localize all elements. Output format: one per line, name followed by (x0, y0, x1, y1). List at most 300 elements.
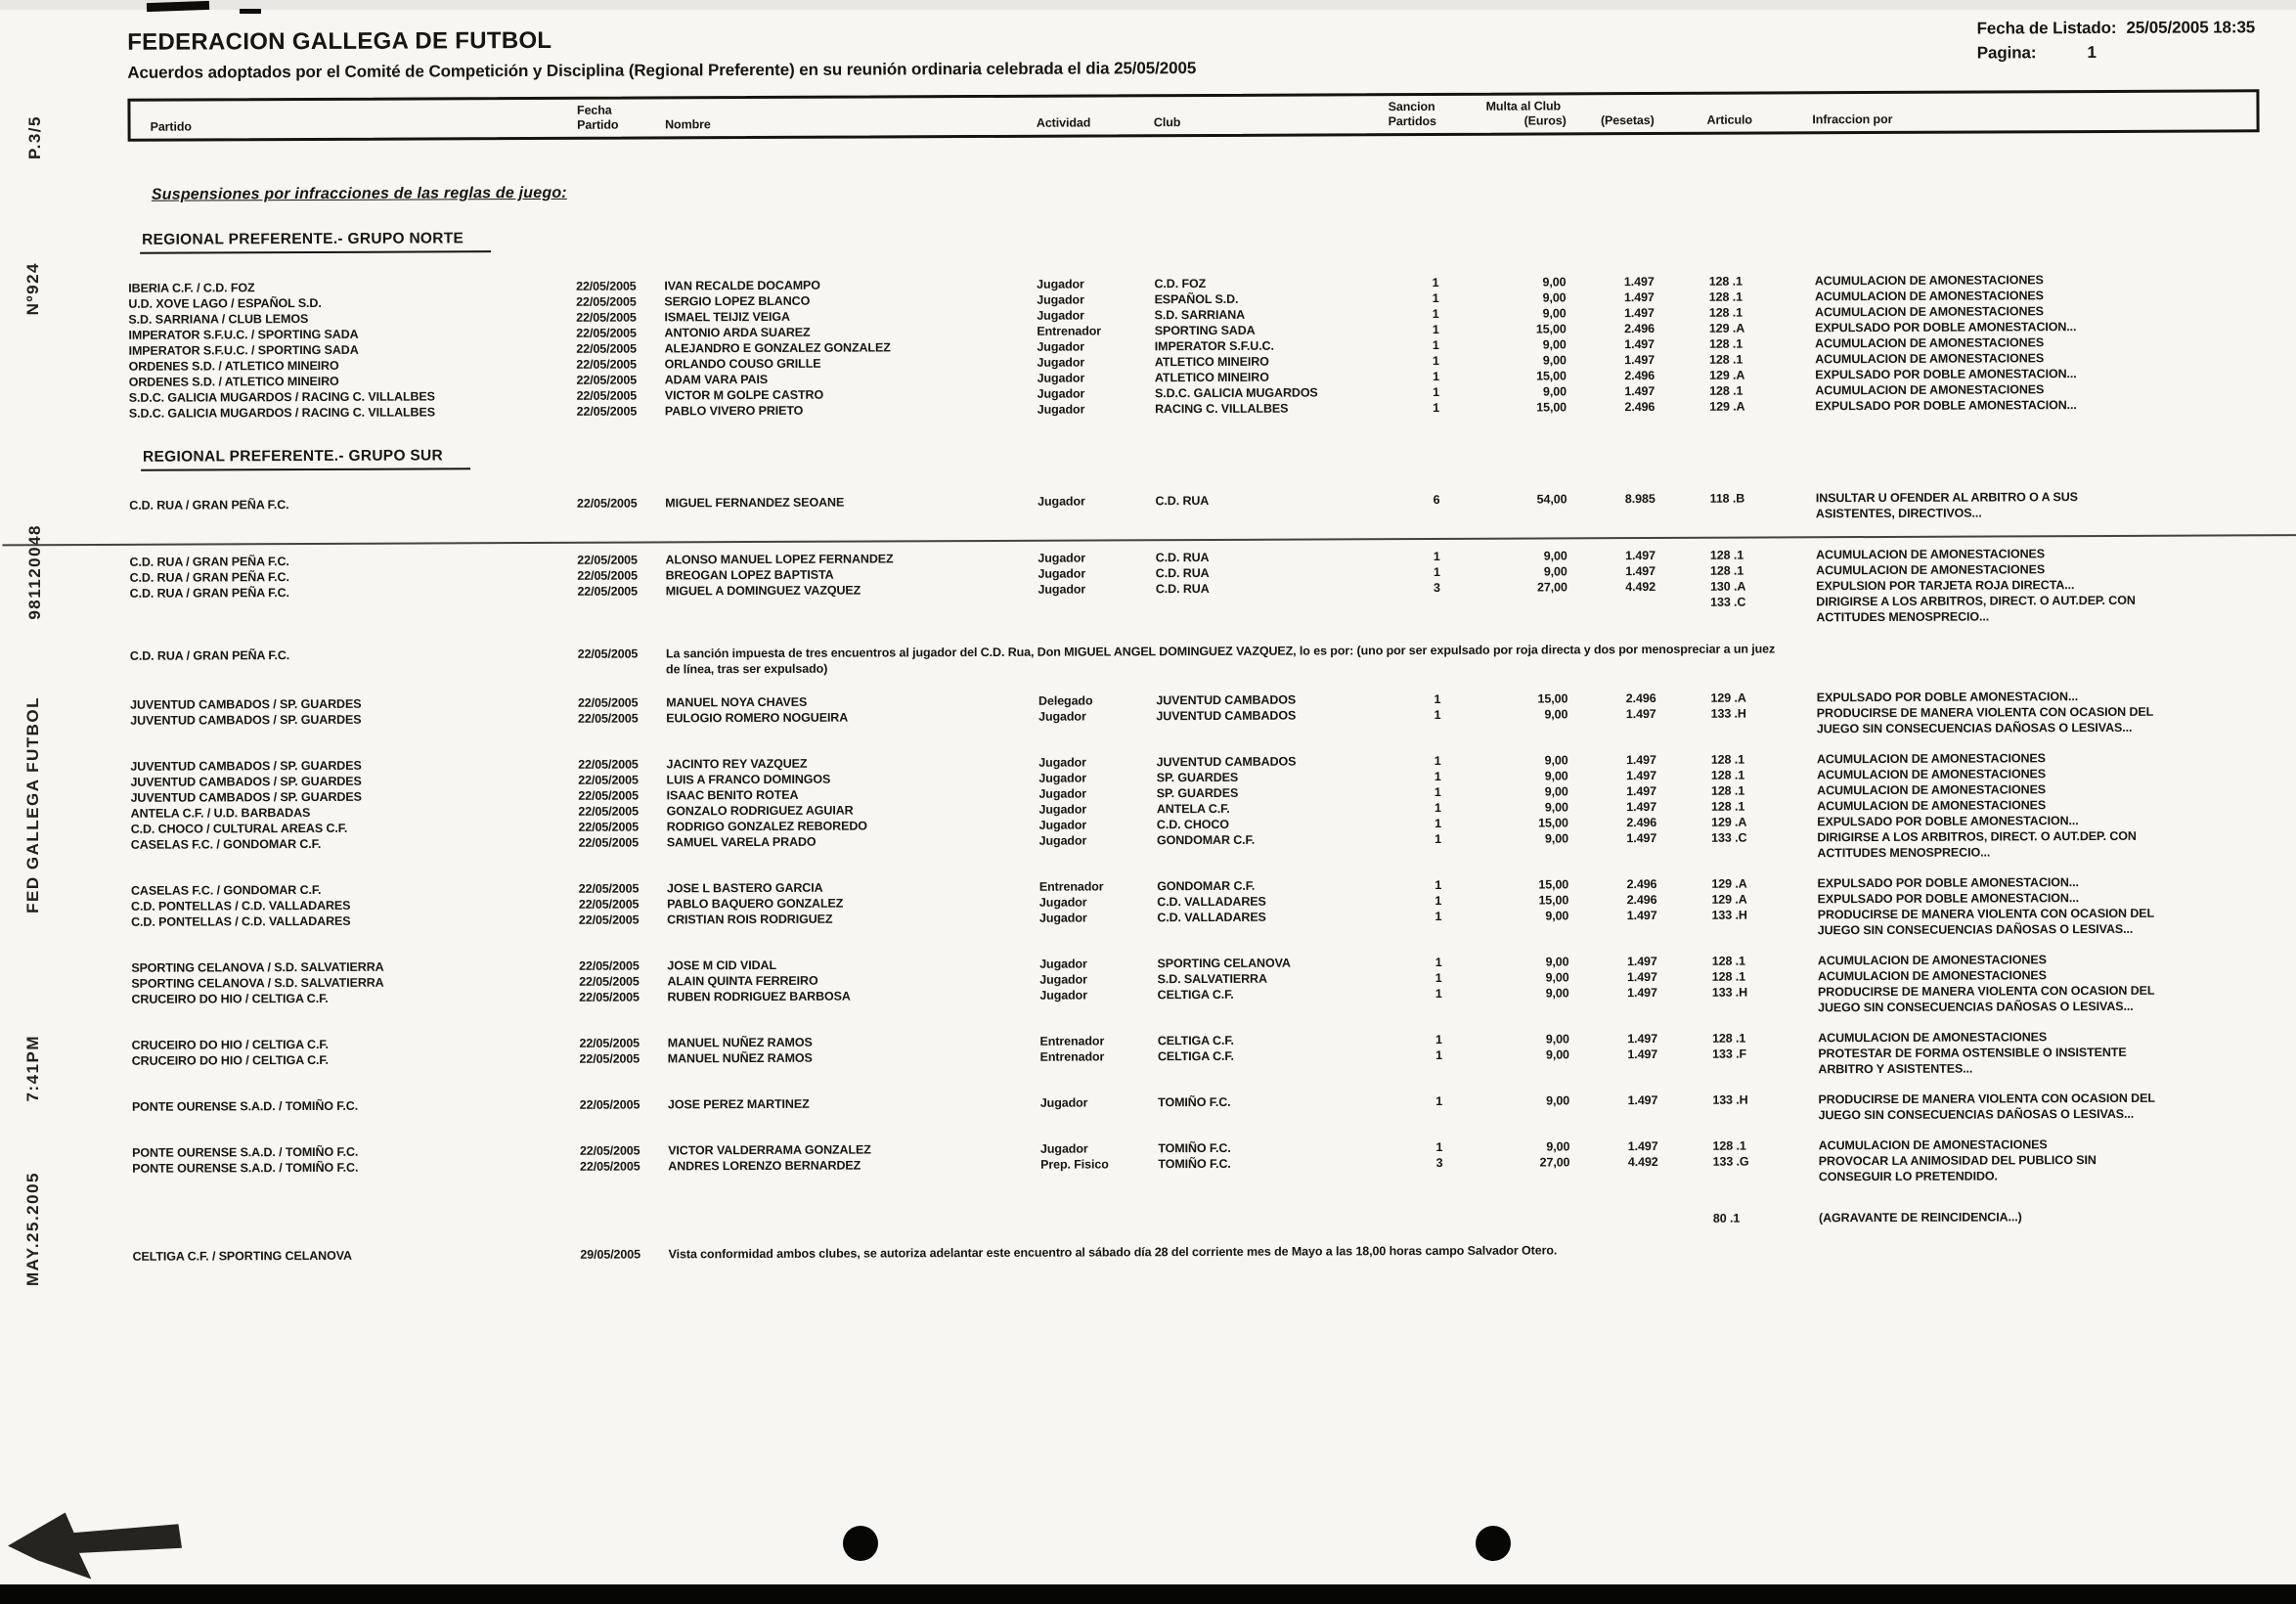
cell-club: C.D. VALLADARES (1157, 894, 1266, 910)
cell-partido: CRUCEIRO DO HIO / CELTIGA C.F. (131, 1052, 329, 1068)
cell-partido: PONTE OURENSE S.A.D. / TOMIÑO F.C. (132, 1144, 359, 1160)
cell-fecha-partido: 22/05/2005 (576, 341, 637, 356)
cell-fecha-partido: 22/05/2005 (578, 913, 640, 927)
cell-partido: SPORTING CELANOVA / S.D. SALVATIERRA (131, 975, 384, 991)
cell-club: C.D. CHOCO (1156, 817, 1229, 832)
cell-articulo: 133 .H (1712, 1092, 1748, 1107)
cell-club: C.D. RUA (1155, 550, 1210, 565)
cell-multa-euros: 9,00 (1546, 1093, 1570, 1108)
cell-fecha-partido: 22/05/2005 (579, 1159, 640, 1174)
table-body (128, 222, 2265, 1265)
cell-articulo: 133 .H (1711, 985, 1748, 1000)
cell-multa-euros: 9,00 (1544, 769, 1568, 783)
cell-multa-pesetas: 8.985 (1624, 491, 1656, 507)
cell-fecha-partido: 22/05/2005 (579, 1036, 640, 1050)
document-header (127, 0, 2259, 83)
cell-multa-pesetas: 2.496 (1624, 321, 1655, 336)
col-header-club: Club (1153, 115, 1181, 130)
cell-partido: S.D.C. GALICIA MUGARDOS / RACING C. VILLALBES (128, 389, 435, 405)
cell-partido: C.D. CHOCO / CULTURAL AREAS C.F. (130, 821, 348, 836)
cell-multa-pesetas: 2.496 (1624, 368, 1656, 383)
cell-articulo: 128 .1 (1710, 799, 1745, 814)
cell-club: ESPAÑOL S.D. (1154, 291, 1239, 307)
cell-articulo: 133 .F (1712, 1047, 1747, 1061)
scan-bottom-edge (0, 1584, 2296, 1604)
cell-multa-euros: 9,00 (1542, 306, 1567, 321)
cell-sancion-partidos: 1 (1433, 564, 1440, 579)
cell-multa-pesetas: 2.496 (1624, 399, 1656, 415)
cell-infraccion: PRODUCIRSE DE MANERA VIOLENTA CON OCASION DEL JUEGO SIN CONSECUENCIAS DAÑOSAS O LESIVAS... (1817, 906, 2155, 938)
cell-partido: S.D. SARRIANA / CLUB LEMOS (128, 312, 309, 327)
col-header-euros: (Euros) (1523, 113, 1567, 128)
cell-partido: S.D.C. GALICIA MUGARDOS / RACING C. VILLALBES (128, 405, 435, 421)
cell-sancion-partidos: 1 (1434, 707, 1441, 722)
cell-actividad: Jugador (1038, 566, 1086, 581)
cell-articulo: 133 .C (1711, 830, 1747, 845)
cell-club: C.D. RUA (1155, 581, 1210, 597)
col-header-sancion-partidos: Sancion Partidos (1388, 99, 1436, 129)
cell-fecha-partido: 22/05/2005 (576, 310, 637, 325)
cell-partido: IMPERATOR S.F.U.C. / SPORTING SADA (128, 342, 359, 358)
cell-sancion-partidos: 1 (1433, 549, 1440, 563)
cell-nombre: SERGIO LOPEZ BLANCO (664, 293, 811, 309)
cell-multa-pesetas: 1.497 (1625, 706, 1656, 722)
cell-fecha-partido: 22/05/2005 (578, 757, 639, 772)
cell-actividad: Jugador (1037, 371, 1085, 385)
cell-fecha-partido: 22/05/2005 (578, 820, 640, 834)
table-header (127, 89, 2259, 142)
cell-articulo: 129 .A (1709, 399, 1745, 414)
document-page (127, 0, 2265, 1282)
cell-partido: C.D. PONTELLAS / C.D. VALLADARES (131, 898, 351, 913)
fax-phone-number: 981120048 (25, 524, 44, 620)
cell-multa-pesetas: 1.497 (1623, 290, 1655, 305)
cell-multa-euros: 9,00 (1545, 970, 1569, 985)
cell-sancion-partidos: 1 (1433, 400, 1440, 415)
cell-actividad: Jugador (1038, 818, 1087, 832)
cell-multa-euros: 9,00 (1545, 955, 1569, 969)
col-header-multa-al-club: Multa al Club (Euros) (Pesetas) (1486, 98, 1662, 129)
cell-partido: IMPERATOR S.F.U.C. / SPORTING SADA (128, 327, 359, 342)
cell-infraccion: ACUMULACION DE AMONESTACIONES (1816, 751, 2046, 767)
cell-actividad: Jugador (1037, 355, 1085, 370)
cell-club: TOMIÑO F.C. (1158, 1156, 1231, 1172)
cell-nombre: CRISTIAN ROIS RODRIGUEZ (667, 912, 833, 927)
cell-nombre: ADAM VARA PAIS (664, 372, 769, 387)
cell-fecha-partido: 22/05/2005 (576, 388, 638, 403)
cell-nombre: RODRIGO GONZALEZ REBOREDO (666, 819, 867, 834)
cell-actividad: Jugador (1037, 339, 1085, 354)
cell-partido: CRUCEIRO DO HIO / CELTIGA C.F. (131, 1037, 329, 1052)
cell-nombre: PABLO VIVERO PRIETO (664, 403, 804, 419)
cell-infraccion: DIRIGIRSE A LOS ARBITROS, DIRECT. O AUT.DEP. CON ACTITUDES MENOSPRECIO... (1817, 828, 2137, 861)
cell-fecha-partido: 22/05/2005 (577, 584, 639, 599)
cell-infraccion: (AGRAVANTE DE REINCIDENCIA...) (1819, 1210, 2022, 1225)
cell-articulo: 130 .A 133 .C (1710, 579, 1746, 609)
cell-infraccion: PROTESTAR DE FORMA OSTENSIBLE O INSISTENTE ARBITRO Y ASISTENTES... (1818, 1045, 2127, 1077)
cell-infraccion: ACUMULACION DE AMONESTACIONES (1814, 304, 2044, 320)
cell-multa-euros: 9,00 (1545, 909, 1569, 923)
cell-partido: C.D. RUA / GRAN PEÑA F.C. (129, 570, 289, 585)
cell-sancion-partidos: 1 (1435, 877, 1442, 892)
cell-sancion-partidos: 1 (1432, 275, 1439, 290)
cell-nombre: PABLO BAQUERO GONZALEZ (667, 896, 844, 912)
table-row (129, 488, 2261, 529)
cell-infraccion: ACUMULACION DE AMONESTACIONES (1817, 968, 2047, 984)
cell-infraccion: PROVOCAR LA ANIMOSIDAD DEL PUBLICO SIN CONSEGUIR LO PRETENDIDO. (1818, 1153, 2097, 1184)
cell-club: GONDOMAR C.F. (1157, 878, 1256, 894)
cell-fecha-partido: 29/05/2005 (580, 1247, 640, 1262)
cell-nombre: JOSE M CID VIDAL (667, 958, 776, 973)
cell-articulo: 128 .1 (1711, 969, 1745, 984)
cell-multa-pesetas: 4.492 (1627, 1154, 1658, 1170)
cell-fecha-partido: 22/05/2005 (579, 958, 640, 973)
cell-club: C.D. RUA (1155, 493, 1210, 509)
cell-multa-euros: 9,00 (1543, 564, 1567, 579)
cell-club: CELTIGA C.F. (1157, 1033, 1234, 1048)
cell-club: C.D. VALLADARES (1157, 910, 1266, 925)
articulo-note-row (132, 1208, 2264, 1233)
cell-multa-pesetas: 1.497 (1626, 768, 1656, 783)
cell-articulo: 128 .1 (1708, 305, 1744, 320)
cell-actividad: Entrenador (1037, 324, 1102, 338)
cell-multa-pesetas: 1.497 (1624, 383, 1656, 399)
cell-club: CELTIGA C.F. (1157, 987, 1234, 1002)
cell-club: RACING C. VILLALBES (1155, 401, 1289, 417)
cell-multa-euros: 15,00 (1538, 893, 1569, 908)
cell-fecha-partido: 22/05/2005 (576, 373, 638, 387)
cell-multa-pesetas: 1.497 (1627, 1031, 1658, 1047)
cell-nombre: EULOGIO ROMERO NOGUEIRA (666, 710, 849, 726)
cell-partido: C.D. RUA / GRAN PEÑA F.C. (129, 555, 289, 569)
cell-nombre: MANUEL NUÑEZ RAMOS (667, 1050, 813, 1066)
cell-partido: PONTE OURENSE S.A.D. / TOMIÑO F.C. (132, 1160, 359, 1176)
cell-fecha-partido: 22/05/2005 (579, 990, 640, 1004)
section-heading-suspensiones: Suspensiones por infracciones de las reglas de juego: (151, 184, 567, 203)
cell-nombre: ALONSO MANUEL LOPEZ FERNANDEZ (665, 552, 894, 567)
cell-partido: CASELAS F.C. / GONDOMAR C.F. (130, 882, 322, 898)
cell-nombre: MIGUEL A DOMINGUEZ VAZQUEZ (665, 583, 861, 599)
cell-multa-euros: 9,00 (1544, 831, 1568, 846)
cell-club: GONDOMAR C.F. (1156, 832, 1256, 848)
cell-actividad: Entrenador (1038, 879, 1104, 894)
fax-transmission-number: Nº924 (23, 262, 42, 316)
cell-actividad: Jugador (1039, 957, 1087, 971)
cell-multa-euros: 9,00 (1544, 753, 1568, 768)
cell-multa-euros: 9,00 (1542, 275, 1567, 290)
group-heading-wrap (141, 439, 2261, 470)
cell-fecha-partido: 22/05/2005 (577, 553, 638, 567)
cell-fecha-partido: 22/05/2005 (577, 568, 638, 583)
cell-partido: CRUCEIRO DO HIO / CELTIGA C.F. (131, 991, 329, 1006)
cell-sancion-partidos: 1 (1435, 986, 1442, 1001)
cell-multa-pesetas: 2.496 (1626, 876, 1657, 892)
cell-articulo: 129 .A (1708, 321, 1745, 335)
cell-fecha-partido: 22/05/2005 (578, 881, 640, 896)
cell-infraccion: EXPULSION POR TARJETA ROJA DIRECTA... DIRIGIRSE A LOS ARBITROS, DIRECT. O AUT.DEP. CON ACTITUDES MENOSPRECIO... (1816, 578, 2136, 625)
cell-articulo: 128 .1 (1710, 768, 1745, 782)
cell-club: JUVENTUD CAMBADOS (1156, 708, 1297, 724)
cell-fecha-partido: 22/05/2005 (576, 294, 637, 309)
cell-sancion-partidos: 6 (1433, 492, 1440, 507)
cell-actividad: Jugador (1037, 277, 1084, 291)
cell-nombre: ISAAC BENITO ROTEA (666, 787, 799, 803)
cell-multa-pesetas: 1.497 (1624, 336, 1656, 352)
cell-multa-euros: 27,00 (1537, 580, 1567, 595)
page-subtitle: Acuerdos adoptados por el Comité de Competición y Disciplina (Regional Preferente) en su reunión ordinaria celebrada el dia 25/05/2005 (127, 59, 1197, 82)
cell-multa-euros: 15,00 (1538, 877, 1569, 892)
cell-partido: PONTE OURENSE S.A.D. / TOMIÑO F.C. (131, 1098, 359, 1114)
cell-infraccion: ACUMULACION DE AMONESTACIONES (1817, 953, 2047, 968)
note-text: La sanción impuesta de tres encuentros al jugador del C.D. Rua, Don MIGUEL ANGEL DOMINGUEZ VAZQUEZ, lo es por: (uno por ser expulsado por roja directa y dos por menospreciar a un juez de línea, tras ser expulsado) (665, 642, 1776, 677)
col-header-actividad: Actividad (1036, 115, 1091, 130)
cell-fecha-partido: 22/05/2005 (576, 326, 637, 340)
cell-articulo: 129 .A (1710, 691, 1746, 705)
cell-multa-euros: 9,00 (1542, 337, 1567, 352)
cell-sancion-partidos: 1 (1435, 955, 1442, 969)
cell-articulo: 133 .G (1712, 1154, 1749, 1169)
cell-nombre: ANDRES LORENZO BERNARDEZ (668, 1158, 861, 1174)
cell-club: SPORTING SADA (1154, 323, 1256, 338)
cell-club: ATLETICO MINEIRO (1154, 354, 1269, 370)
fax-time: 7:41PM (23, 1035, 42, 1102)
group-heading: REGIONAL PREFERENTE.- GRUPO NORTE (140, 230, 491, 254)
cell-fecha-partido: 22/05/2005 (579, 974, 640, 989)
pagina-value: 1 (2087, 43, 2097, 63)
cell-actividad: Jugador (1038, 709, 1086, 724)
cell-club: C.D. FOZ (1154, 276, 1207, 291)
punch-hole-right (1476, 1526, 1511, 1561)
row-cluster (131, 951, 2263, 1023)
cell-actividad: Jugador (1039, 988, 1087, 1002)
cell-sancion-partidos: 1 (1434, 769, 1441, 783)
cell-nombre: MANUEL NUÑEZ RAMOS (667, 1035, 813, 1050)
row-cluster (130, 688, 2262, 744)
note-row (133, 1239, 2265, 1265)
cell-partido: C.D. RUA / GRAN PEÑA F.C. (129, 498, 289, 512)
cell-articulo: 128 .1 (1709, 352, 1744, 367)
cell-multa-pesetas: 1.497 (1624, 352, 1656, 368)
cell-multa-pesetas: 1.497 (1626, 799, 1657, 815)
row-cluster (131, 873, 2263, 946)
cell-fecha-partido: 22/05/2005 (576, 279, 637, 293)
cell-nombre: JOSE PEREZ MARTINEZ (667, 1096, 810, 1112)
cell-infraccion: ACUMULACION DE AMONESTACIONES (1816, 562, 2046, 578)
cell-sancion-partidos: 3 (1433, 580, 1440, 595)
cell-actividad: Jugador (1037, 308, 1084, 323)
note-text: Vista conformidad ambos clubes, se autoriza adelantar este encuentro al sábado día 28 del corriente mes de Mayo a las 18,00 horas campo Salvador Otero. (668, 1243, 1558, 1262)
cell-partido: JUVENTUD CAMBADOS / SP. GUARDES (130, 789, 362, 805)
cell-sancion-partidos: 1 (1435, 1139, 1443, 1154)
cell-actividad: Jugador (1037, 386, 1085, 401)
cell-actividad: Jugador (1038, 833, 1087, 848)
cell-sancion-partidos: 1 (1434, 784, 1441, 799)
cell-nombre: MANUEL NOYA CHAVES (666, 694, 808, 710)
cell-nombre: IVAN RECALDE DOCAMPO (664, 278, 820, 293)
cell-nombre: SAMUEL VARELA PRADO (666, 834, 817, 850)
cell-sancion-partidos: 1 (1432, 353, 1439, 368)
cell-actividad: Jugador (1038, 755, 1086, 770)
cell-sancion-partidos: 1 (1435, 970, 1442, 985)
cell-actividad: Jugador (1038, 802, 1087, 817)
cell-partido: JUVENTUD CAMBADOS / SP. GUARDES (130, 712, 362, 728)
cell-multa-euros: 9,00 (1542, 384, 1567, 399)
cell-sancion-partidos: 1 (1433, 384, 1440, 399)
fax-page-number: P.3/5 (25, 115, 44, 160)
row-cluster (132, 1090, 2264, 1131)
cell-fecha-partido: 22/05/2005 (576, 357, 638, 372)
cell-multa-pesetas: 1.497 (1626, 954, 1657, 969)
col-header-nombre: Nombre (665, 117, 711, 132)
cell-actividad: Delegado (1038, 693, 1093, 708)
cell-partido: JUVENTUD CAMBADOS / SP. GUARDES (130, 774, 362, 789)
cell-partido: C.D. RUA / GRAN PEÑA F.C. (129, 648, 290, 663)
cell-infraccion: EXPULSADO POR DOBLE AMONESTACION... (1815, 367, 2077, 382)
cell-club: ATLETICO MINEIRO (1154, 370, 1269, 385)
cell-multa-pesetas: 1.497 (1626, 830, 1657, 846)
row-cluster (129, 488, 2261, 529)
cell-partido: JUVENTUD CAMBADOS / SP. GUARDES (130, 696, 362, 712)
punch-hole-left (843, 1526, 878, 1561)
cell-multa-euros: 15,00 (1536, 369, 1567, 383)
cell-multa-pesetas: 1.497 (1626, 908, 1657, 923)
cell-infraccion: EXPULSADO POR DOBLE AMONESTACION... (1817, 814, 2079, 829)
cell-articulo: 128 .1 (1710, 752, 1745, 767)
cell-articulo: 128 .1 (1708, 274, 1743, 289)
pagina-label: Pagina: (1976, 43, 2037, 63)
cell-club: TOMIÑO F.C. (1158, 1140, 1231, 1156)
cell-actividad: Entrenador (1039, 1034, 1105, 1048)
cell-club: S.D. SALVATIERRA (1157, 971, 1267, 987)
cell-partido: U.D. XOVE LAGO / ESPAÑOL S.D. (128, 295, 322, 311)
cell-infraccion: PRODUCIRSE DE MANERA VIOLENTA CON OCASION DEL JUEGO SIN CONSECUENCIAS DAÑOSAS O LESIVAS... (1817, 983, 2155, 1015)
cell-nombre: ORLANDO COUSO GRILLE (664, 356, 821, 372)
row-cluster (132, 1028, 2264, 1085)
cell-nombre: VICTOR VALDERRAMA GONZALEZ (668, 1142, 871, 1158)
cell-fecha-partido: 22/05/2005 (578, 804, 640, 819)
cell-articulo: 128 .1 (1711, 954, 1745, 968)
cell-actividad: Jugador (1038, 911, 1087, 925)
cell-articulo: 129 .A (1711, 892, 1747, 907)
cell-articulo: 128 .1 (1708, 290, 1743, 304)
cell-partido: SPORTING CELANOVA / S.D. SALVATIERRA (131, 959, 384, 975)
cell-articulo: 128 .1 (1709, 383, 1744, 398)
row-cluster (129, 545, 2261, 633)
cell-articulo: 128 .1 (1709, 548, 1744, 562)
cell-nombre: ALAIN QUINTA FERREIRO (667, 973, 818, 989)
cell-partido: ANTELA C.F. / U.D. BARBADAS (130, 805, 311, 821)
cell-sancion-partidos: 1 (1433, 369, 1439, 383)
table-row (130, 576, 2262, 633)
cell-infraccion: ACUMULACION DE AMONESTACIONES (1817, 782, 2047, 798)
cell-actividad: Jugador (1039, 972, 1087, 987)
cell-nombre: ISMAEL TEIJIZ VEIGA (664, 309, 790, 325)
cell-fecha-partido: 22/05/2005 (578, 897, 640, 912)
cell-infraccion: ACUMULACION DE AMONESTACIONES (1815, 351, 2045, 367)
cell-infraccion: ACUMULACION DE AMONESTACIONES (1816, 547, 2046, 562)
cell-partido: ORDENES S.D. / ATLETICO MINEIRO (128, 374, 339, 389)
cell-nombre: ANTONIO ARDA SUAREZ (664, 325, 811, 340)
col-header-pesetas: (Pesetas) (1600, 112, 1655, 128)
page-title: FEDERACION GALLEGA DE FUTBOL (127, 26, 552, 56)
cell-fecha-partido: 22/05/2005 (577, 646, 639, 661)
cell-multa-pesetas: 2.496 (1625, 691, 1656, 706)
cell-infraccion: ACUMULACION DE AMONESTACIONES (1815, 382, 2045, 398)
cell-multa-pesetas: 1.497 (1623, 274, 1655, 290)
cell-articulo: 128 .1 (1712, 1031, 1746, 1046)
cell-multa-pesetas: 1.497 (1624, 305, 1655, 321)
cell-actividad: Jugador (1037, 402, 1085, 417)
cell-fecha-partido: 22/05/2005 (577, 496, 638, 511)
cell-multa-pesetas: 1.497 (1625, 548, 1656, 563)
cell-sancion-partidos: 1 (1434, 753, 1441, 768)
cell-sancion-partidos: 1 (1434, 691, 1441, 706)
fax-margin (0, 0, 90, 1604)
cell-infraccion: EXPULSADO POR DOBLE AMONESTACION... (1816, 690, 2079, 705)
cell-nombre: JOSE L BASTERO GARCIA (666, 880, 823, 896)
cell-articulo: 128 .1 (1712, 1138, 1746, 1153)
cell-actividad: Jugador (1038, 551, 1086, 565)
cell-multa-pesetas: 1.497 (1626, 752, 1656, 768)
cell-multa-pesetas: 4.492 (1625, 579, 1656, 595)
cell-sancion-partidos: 1 (1435, 816, 1441, 830)
cell-multa-euros: 9,00 (1545, 1032, 1569, 1047)
cell-actividad: Entrenador (1039, 1049, 1105, 1064)
cell-articulo: 129 .A (1711, 815, 1747, 829)
fax-date: MAY.25.2005 (23, 1172, 42, 1287)
cell-infraccion: INSULTAR U OFENDER AL ARBITRO O A SUS ASISTENTES, DIRECTIVOS... (1815, 490, 2078, 521)
cell-multa-pesetas: 1.497 (1626, 783, 1657, 799)
cell-club: SP. GUARDES (1156, 785, 1239, 801)
cell-club: IMPERATOR S.F.U.C. (1154, 338, 1274, 354)
cell-fecha-partido: 22/05/2005 (579, 1097, 640, 1112)
cell-partido: JUVENTUD CAMBADOS / SP. GUARDES (130, 758, 362, 774)
cell-fecha-partido: 22/05/2005 (577, 711, 639, 726)
group-heading-wrap (140, 222, 2260, 253)
cell-sancion-partidos: 1 (1432, 337, 1439, 352)
cell-infraccion: PRODUCIRSE DE MANERA VIOLENTA CON OCASION DEL JUEGO SIN CONSECUENCIAS DAÑOSAS O LESIVAS... (1818, 1091, 2155, 1123)
cell-actividad: Jugador (1039, 1141, 1088, 1156)
cell-fecha-partido: 22/05/2005 (577, 695, 639, 710)
group-heading: REGIONAL PREFERENTE.- GRUPO SUR (141, 447, 470, 470)
cell-multa-pesetas: 1.497 (1627, 1138, 1658, 1154)
cell-actividad: Jugador (1037, 292, 1084, 307)
col-header-articulo: Articulo (1706, 112, 1752, 127)
cell-multa-pesetas: 1.497 (1627, 985, 1657, 1001)
cell-multa-euros: 9,00 (1543, 549, 1567, 563)
cell-infraccion: ACUMULACION DE AMONESTACIONES (1817, 767, 2046, 782)
cell-actividad: Jugador (1038, 771, 1087, 785)
cell-nombre: ALEJANDRO E GONZALEZ GONZALEZ (664, 340, 891, 356)
cell-articulo: 133 .H (1711, 908, 1747, 922)
cell-infraccion: EXPULSADO POR DOBLE AMONESTACION... (1817, 875, 2079, 891)
cell-multa-euros: 15,00 (1536, 400, 1567, 415)
cell-multa-pesetas: 1.497 (1627, 1047, 1658, 1062)
cell-multa-euros: 15,00 (1537, 691, 1568, 706)
cell-sancion-partidos: 1 (1434, 800, 1441, 815)
cell-nombre: VICTOR M GOLPE CASTRO (664, 387, 824, 403)
cell-actividad: Jugador (1038, 582, 1086, 597)
cell-nombre: BREOGAN LOPEZ BAPTISTA (665, 567, 834, 583)
cell-fecha-partido: 22/05/2005 (579, 1051, 640, 1066)
cell-fecha-partido: 22/05/2005 (579, 1143, 640, 1158)
cell-multa-euros: 9,00 (1545, 1047, 1569, 1062)
cell-infraccion: PRODUCIRSE DE MANERA VIOLENTA CON OCASION DEL JUEGO SIN CONSECUENCIAS DAÑOSAS O LESIVAS... (1816, 704, 2154, 736)
cell-sancion-partidos: 3 (1435, 1155, 1443, 1170)
cell-multa-euros: 9,00 (1542, 290, 1567, 305)
col-header-partido: Partido (150, 119, 192, 134)
cell-sancion-partidos: 1 (1435, 1093, 1443, 1108)
